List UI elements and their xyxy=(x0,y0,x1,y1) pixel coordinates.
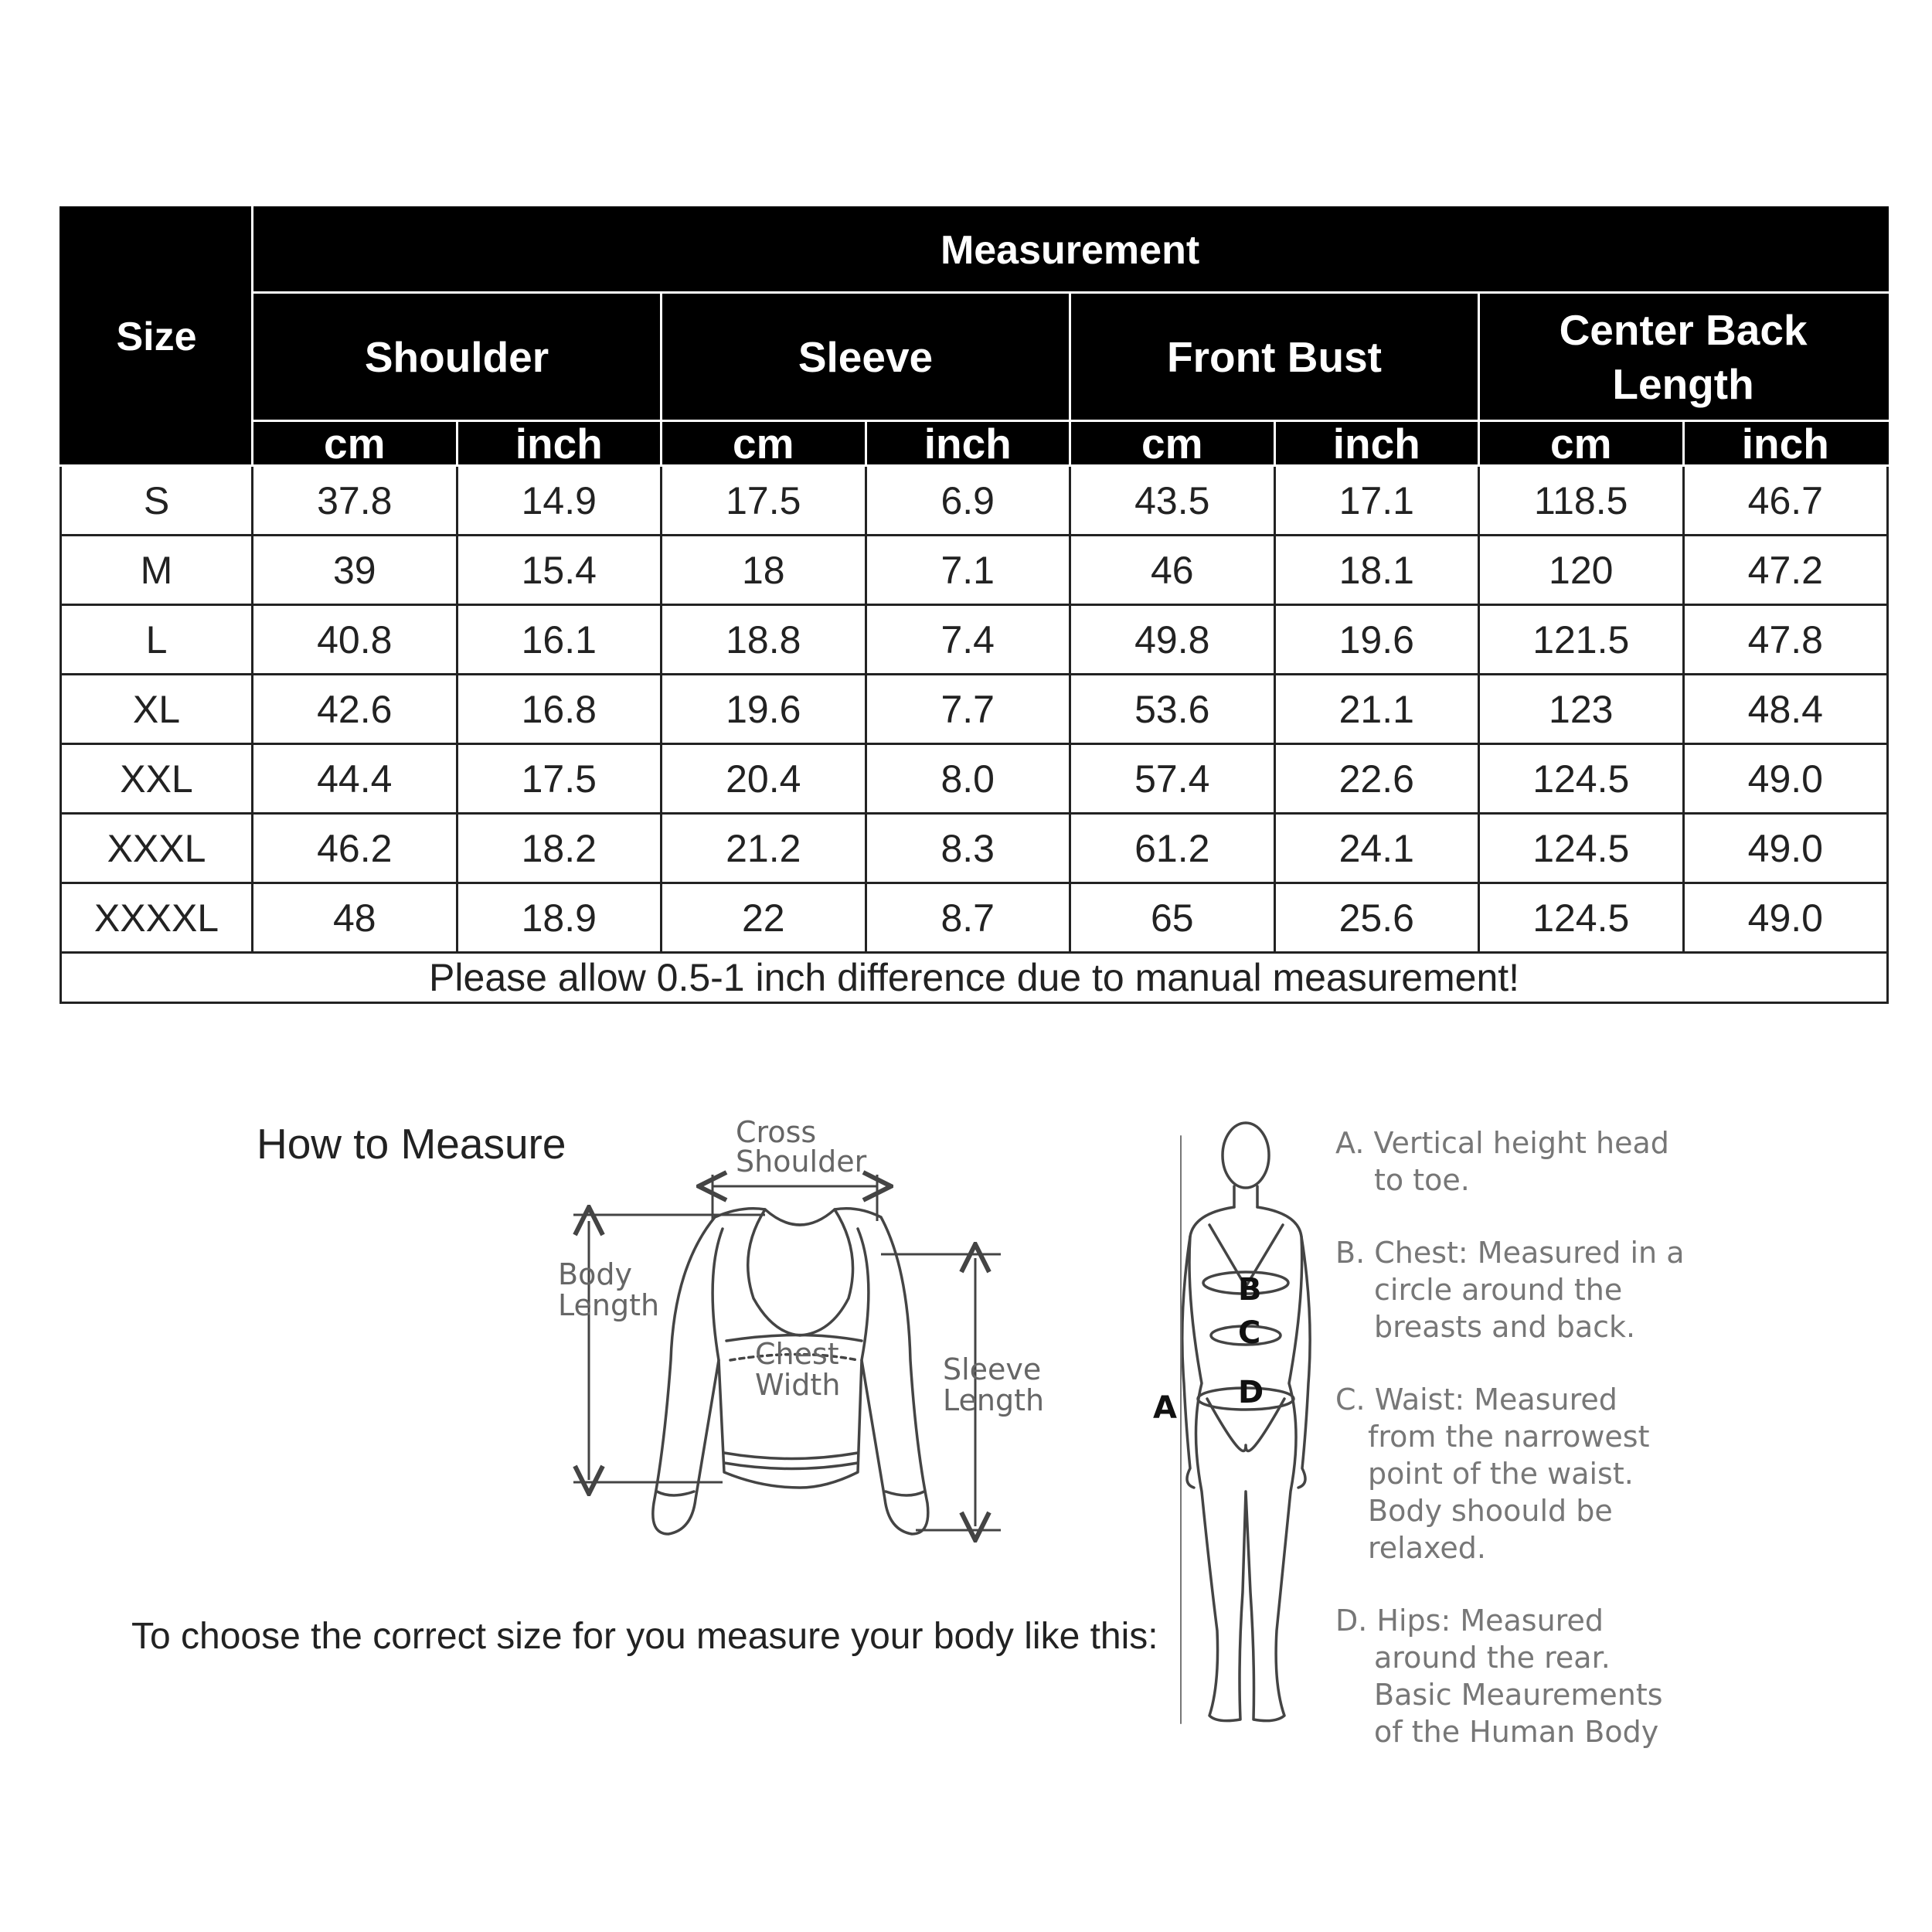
sleeve-length-label-line2: Length xyxy=(943,1383,1045,1417)
unit-header: cm xyxy=(662,421,866,466)
center-back-line1: Center Back xyxy=(1559,305,1808,354)
measurement-cell: 39 xyxy=(253,536,457,605)
measurement-cell: 20.4 xyxy=(662,744,866,814)
measurement-cell: 17.5 xyxy=(662,466,866,536)
measurement-cell: 7.4 xyxy=(866,605,1070,675)
measurement-cell: 21.2 xyxy=(662,814,866,883)
center-back-line2: Length xyxy=(1612,359,1754,408)
measurement-cell: 40.8 xyxy=(253,605,457,675)
chest-width-label-line2: Width xyxy=(755,1368,841,1402)
measurement-cell: 37.8 xyxy=(253,466,457,536)
measurement-cell: 43.5 xyxy=(1070,466,1275,536)
legend-c-line: C. Waist: Measured xyxy=(1335,1383,1617,1417)
measurement-cell: 17.1 xyxy=(1274,466,1479,536)
unit-header: inch xyxy=(1274,421,1479,466)
measurement-cell: 65 xyxy=(1070,883,1275,953)
legend-c-line: Body shoould be xyxy=(1368,1494,1613,1528)
measurement-cell: 118.5 xyxy=(1479,466,1684,536)
measurement-cell: 49.0 xyxy=(1683,744,1888,814)
measurement-cell: 18.2 xyxy=(457,814,662,883)
cross-shoulder-label-line1: Cross xyxy=(736,1115,817,1149)
choose-size-instruction: To choose the correct size for you measure your body like this: xyxy=(131,1616,1158,1657)
legend-b-line: circle around the xyxy=(1374,1273,1623,1307)
measurement-cell: 124.5 xyxy=(1479,814,1684,883)
body-marker-b: B xyxy=(1238,1272,1262,1308)
measurement-cell: 46 xyxy=(1070,536,1275,605)
legend-d-line: Basic Meaurements xyxy=(1374,1678,1663,1712)
size-cell: XXXL xyxy=(61,814,253,883)
size-cell: L xyxy=(61,605,253,675)
body-figure-illustration xyxy=(1181,1123,1310,1723)
measurement-cell: 7.1 xyxy=(866,536,1070,605)
size-cell: M xyxy=(61,536,253,605)
measurement-cell: 24.1 xyxy=(1274,814,1479,883)
body-length-label-line1: Body xyxy=(558,1257,632,1291)
unit-header: cm xyxy=(1070,421,1275,466)
sleeve-header: Sleeve xyxy=(662,293,1070,421)
measurement-cell: 7.7 xyxy=(866,675,1070,744)
measurement-cell: 120 xyxy=(1479,536,1684,605)
measurement-cell: 123 xyxy=(1479,675,1684,744)
body-marker-a: A xyxy=(1153,1390,1177,1426)
legend-item-b xyxy=(1335,1234,1815,1345)
measurement-cell: 46.7 xyxy=(1683,466,1888,536)
measurement-cell: 121.5 xyxy=(1479,605,1684,675)
legend-b-line: breasts and back. xyxy=(1374,1310,1636,1344)
unit-header: inch xyxy=(866,421,1070,466)
size-cell: XL xyxy=(61,675,253,744)
front-bust-header: Front Bust xyxy=(1070,293,1479,421)
legend-d-line: of the Human Body xyxy=(1374,1715,1659,1749)
unit-header: cm xyxy=(1479,421,1684,466)
chest-width-label-line1: Chest xyxy=(755,1337,839,1371)
measurement-cell: 21.1 xyxy=(1274,675,1479,744)
measurement-cell: 18.1 xyxy=(1274,536,1479,605)
measurement-cell: 8.3 xyxy=(866,814,1070,883)
size-cell: XXL xyxy=(61,744,253,814)
measurement-cell: 15.4 xyxy=(457,536,662,605)
measurement-cell: 124.5 xyxy=(1479,883,1684,953)
size-column-header: Size xyxy=(61,208,253,466)
legend-d-line: D. Hips: Measured xyxy=(1335,1604,1604,1638)
measurement-cell: 19.6 xyxy=(662,675,866,744)
measurement-cell: 8.0 xyxy=(866,744,1070,814)
body-marker-c: C xyxy=(1238,1315,1261,1351)
legend-item-c xyxy=(1335,1381,1815,1566)
measurement-cell: 47.8 xyxy=(1683,605,1888,675)
measurement-cell: 18.9 xyxy=(457,883,662,953)
measurement-cell: 25.6 xyxy=(1274,883,1479,953)
cross-shoulder-label-line2: Shoulder xyxy=(736,1145,867,1179)
measurement-cell: 17.5 xyxy=(457,744,662,814)
measurement-cell: 42.6 xyxy=(253,675,457,744)
unit-header: inch xyxy=(457,421,662,466)
measurement-cell: 49.8 xyxy=(1070,605,1275,675)
measurement-cell: 48.4 xyxy=(1683,675,1888,744)
legend-item-a xyxy=(1335,1124,1815,1199)
body-length-label-line2: Length xyxy=(558,1288,660,1322)
shoulder-header: Shoulder xyxy=(253,293,662,421)
legend-a-line: A. Vertical height head xyxy=(1335,1126,1669,1160)
legend-c-line: point of the waist. xyxy=(1368,1457,1634,1491)
how-to-measure-title: How to Measure xyxy=(257,1120,566,1168)
measurement-cell: 53.6 xyxy=(1070,675,1275,744)
measurement-cell: 18.8 xyxy=(662,605,866,675)
measurement-cell: 124.5 xyxy=(1479,744,1684,814)
legend-item-d xyxy=(1335,1602,1815,1750)
legend-c-line: from the narrowest xyxy=(1368,1420,1650,1454)
measurement-cell: 57.4 xyxy=(1070,744,1275,814)
measurement-note: Please allow 0.5-1 inch difference due to manual measurement! xyxy=(61,953,1888,1003)
measurement-cell: 6.9 xyxy=(866,466,1070,536)
sleeve-length-label-line1: Sleeve xyxy=(943,1352,1042,1386)
measurement-cell: 49.0 xyxy=(1683,883,1888,953)
body-marker-d: D xyxy=(1238,1375,1264,1410)
unit-header: inch xyxy=(1683,421,1888,466)
measurement-cell: 47.2 xyxy=(1683,536,1888,605)
size-cell: S xyxy=(61,466,253,536)
measurement-cell: 14.9 xyxy=(457,466,662,536)
measurement-cell: 48 xyxy=(253,883,457,953)
measurement-legend xyxy=(1335,1124,1815,1786)
measurement-cell: 46.2 xyxy=(253,814,457,883)
measurement-cell: 19.6 xyxy=(1274,605,1479,675)
measurement-cell: 16.8 xyxy=(457,675,662,744)
measurement-cell: 49.0 xyxy=(1683,814,1888,883)
legend-d-line: around the rear. xyxy=(1374,1641,1611,1675)
legend-c-line: relaxed. xyxy=(1368,1531,1486,1565)
measurement-cell: 16.1 xyxy=(457,605,662,675)
measurement-cell: 22.6 xyxy=(1274,744,1479,814)
measurement-cell: 22 xyxy=(662,883,866,953)
legend-a-line: to toe. xyxy=(1374,1163,1470,1197)
measurement-cell: 61.2 xyxy=(1070,814,1275,883)
measurement-cell: 18 xyxy=(662,536,866,605)
legend-b-line: B. Chest: Measured in a xyxy=(1335,1236,1685,1270)
unit-header: cm xyxy=(253,421,457,466)
measurement-header: Measurement xyxy=(253,208,1888,293)
measurement-cell: 8.7 xyxy=(866,883,1070,953)
measurement-cell: 44.4 xyxy=(253,744,457,814)
size-cell: XXXXL xyxy=(61,883,253,953)
